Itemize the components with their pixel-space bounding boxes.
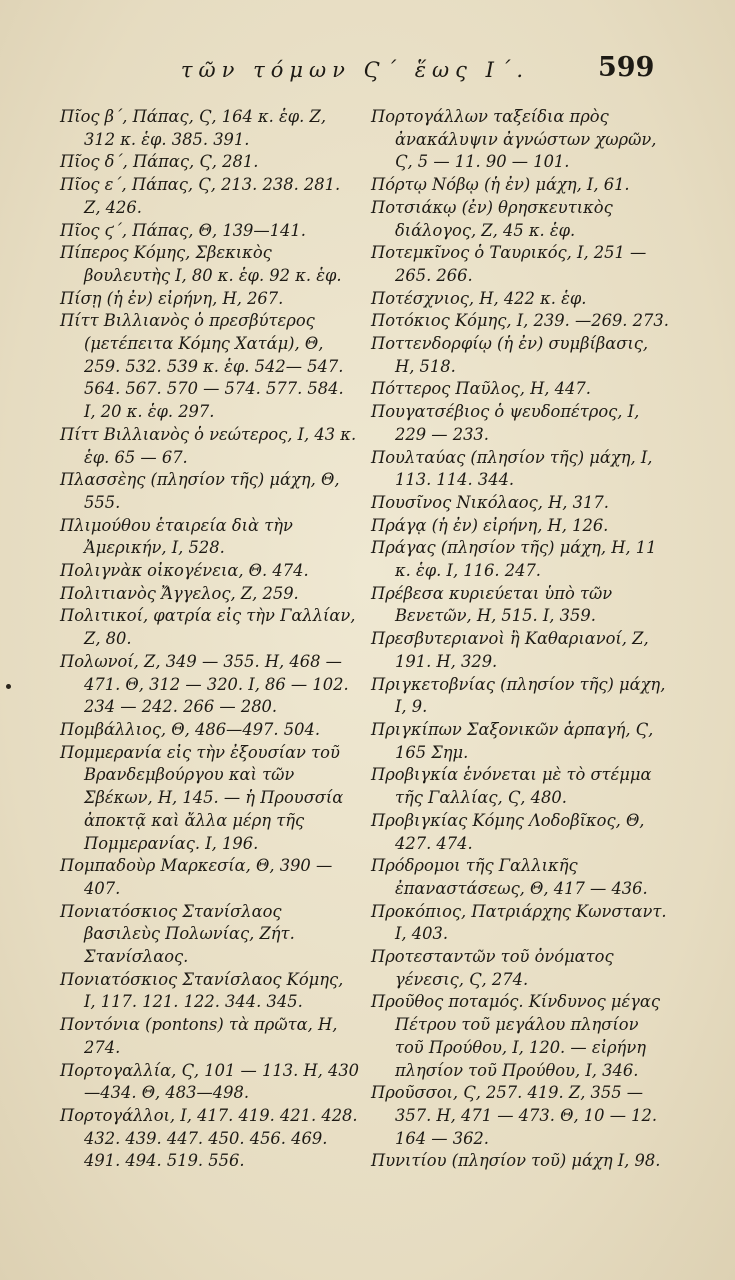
ink-speck xyxy=(6,684,11,689)
index-entry: Πορτογάλλων ταξείδια πρὸς ἀνακάλυψιν ἀγνώστων χωρῶν, Ϛ, 5 — 11. 90 — 101. xyxy=(371,107,657,172)
index-entry: Πριγκετοβνίας (πλησίον τῆς) μάχη, Ι, 9. xyxy=(371,674,666,717)
index-entry: Πῖος ϛ΄, Πάπας, Θ, 139—141. xyxy=(60,220,306,240)
index-entry: Πράγας (πλησίον τῆς) μάχη, Η, 11 κ. ἑφ. Ι, 116. 247. xyxy=(371,538,657,581)
index-entry: Πριγκίπων Σαξονικῶν ἁρπαγή, Ϛ, 165 Σημ. xyxy=(371,719,654,762)
index-entry: Προκόπιος, Πατριάρχης Κωνσταντ. Ι, 403. xyxy=(371,901,667,944)
index-entry: Πόττερος Παῦλος, Η, 447. xyxy=(371,379,591,399)
index-entry: Πυνιτίου (πλησίον τοῦ) μάχη Ι, 98. xyxy=(371,1151,661,1171)
index-entry: Πόρτῳ Νόβῳ (ἡ ἐν) μάχη, Ι, 61. xyxy=(371,175,630,195)
index-entry: Ποτόκιος Κόμης, Ι, 239. —269. 273. xyxy=(371,311,669,331)
index-entry: Πονιατόσκιος Στανίσλαος βασιλεὺς Πολωνίας, Ζήτ. Στανίσλαος. xyxy=(60,901,295,967)
index-entry: Πομπαδοὺρ Μαρκεσία, Θ, 390 — 407. xyxy=(60,856,333,898)
index-column-right xyxy=(371,106,671,1173)
index-column-left xyxy=(60,106,360,1173)
index-entry: Προβιγκίας Κόμης Λοδοβῖκος, Θ, 427. 474. xyxy=(371,810,645,853)
index-entry: Πουλταύας (πλησίον τῆς) μάχη, Ι, 113. 114. 344. xyxy=(371,447,653,490)
index-entry: Ποτέσχνιος, Η, 422 κ. ἑφ. xyxy=(371,288,587,308)
index-entry: Πλιμούθου ἑταιρεία διὰ τὴν Ἀμερικήν, Ι, 528. xyxy=(60,515,293,558)
index-entry: Πολιγνὰκ οἰκογένεια, Θ. 474. xyxy=(60,561,309,581)
index-entry: Πίττ Βιλλιανὸς ὁ πρεσβύτερος (μετέπειτα Κόμης Χατάμ), Θ, 259. 532. 539 κ. ἑφ. 542— 547. 564. 567. 570 — 574. 577. 584. Ι, 20 κ. ἑφ. 297. xyxy=(60,311,344,422)
index-entry: Προτεσταντῶν τοῦ ὀνόματος γένεσις, Ϛ, 274. xyxy=(371,947,614,989)
index-entry: Πλασσὲης (πλησίον τῆς) μάχη, Θ, 555. xyxy=(60,470,340,512)
index-entry: Πῖος δ΄, Πάπας, Ϛ, 281. xyxy=(60,152,259,172)
running-header: τῶν τόμων Ϛ΄ ἕως Ι΄. xyxy=(180,58,530,82)
index-entry: Προβιγκία ἑνόνεται μὲ τὸ στέμμα τῆς Γαλλίας, Ϛ, 480. xyxy=(371,765,652,808)
index-entry: Πομβάλλιος, Θ, 486—497. 504. xyxy=(60,719,321,739)
index-entry: Πίπερος Κόμης, Σβεκικὸς βουλευτὴς Ι, 80 κ. ἑφ. 92 κ. ἑφ. xyxy=(60,243,342,285)
index-entry: Προῦθος ποταμός. Κίνδυνος μέγας Πέτρου τοῦ μεγάλου πλησίον τοῦ Προύθου, Ι, 120. — εἰρήνη πλησίον τοῦ Προύθου, Ι, 346. xyxy=(371,992,661,1080)
index-entry: Πουγατσέβιος ὁ ψευδοπέτρος, Ι, 229 — 233. xyxy=(371,402,640,444)
index-entry: Πολιτικοί, φατρία εἰς τὴν Γαλλίαν, Ζ, 80. xyxy=(60,606,356,649)
index-entry: Πρεσβυτεριανοὶ ἢ Καθαριανοί, Ζ, 191. Η, 329. xyxy=(371,629,649,671)
index-entry: Πράγᾳ (ἡ ἐν) εἰρήνη, Η, 126. xyxy=(371,515,609,535)
index-entry: Προῦσσοι, Ϛ, 257. 419. Ζ, 355 — 357. Η, 471 — 473. Θ, 10 — 12. 164 — 362. xyxy=(371,1083,658,1148)
index-entry: Πονιατόσκιος Στανίσλαος Κόμης, Ι, 117. 121. 122. 344. 345. xyxy=(60,969,344,1012)
index-entry: Ποτεμκῖνος ὁ Ταυρικός, Ι, 251 — 265. 266. xyxy=(371,243,647,285)
index-entry: Πουσῖνος Νικόλαος, Η, 317. xyxy=(371,492,609,512)
index-entry: Πίττ Βιλλιανὸς ὁ νεώτερος, Ι, 43 κ. ἑφ. 65 — 67. xyxy=(60,424,357,467)
index-entry: Πῖος ε΄, Πάπας, Ϛ, 213. 238. 281. Ζ, 426. xyxy=(60,175,341,217)
index-entry: Πομμερανία εἰς τὴν ἐξουσίαν τοῦ Βρανδεμβούργου καὶ τῶν Σβέκων, Η, 145. — ἡ Προυσσία ἀποκτᾷ καὶ ἄλλα μέρη τῆς Πομμερανίας. Ι, 196. xyxy=(60,742,344,853)
index-entry: Πῖος β΄, Πάπας, Ϛ, 164 κ. ἑφ. Ζ, 312 κ. ἑφ. 385. 391. xyxy=(60,107,327,149)
index-entry: Πορτογαλλία, Ϛ, 101 — 113. Η, 430—434. Θ, 483—498. xyxy=(60,1060,360,1103)
index-entry: Πρέβεσα κυριεύεται ὑπὸ τῶν Βενετῶν, Η, 515. Ι, 359. xyxy=(371,583,613,626)
index-entry: Πολιτιανὸς Ἄγγελος, Ζ, 259. xyxy=(60,583,299,603)
index-entry: Ποττενδορφίῳ (ἡ ἐν) συμβίβασις, Η, 518. xyxy=(371,334,649,376)
index-entry: Πίσῃ (ἡ ἐν) εἰρήνη, Η, 267. xyxy=(60,288,284,308)
index-entry: Ποντόνια (pontons) τὰ πρῶτα, Η, 274. xyxy=(60,1015,338,1057)
index-entry: Ποτσιάκῳ (ἐν) θρησκευτικὸς διάλογος, Ζ, 45 κ. ἑφ. xyxy=(371,197,613,240)
index-entry: Πρόδρομοι τῆς Γαλλικῆς ἐπαναστάσεως, Θ, 417 — 436. xyxy=(371,856,648,898)
page-number: 599 xyxy=(598,52,655,83)
index-entry: Πορτογάλλοι, Ι, 417. 419. 421. 428. 432. 439. 447. 450. 456. 469. 491. 494. 519. 556. xyxy=(60,1105,358,1171)
index-entry: Πολωνοί, Ζ, 349 — 355. Η, 468 — 471. Θ, 312 — 320. Ι, 86 — 102. 234 — 242. 266 — 280. xyxy=(60,651,349,717)
